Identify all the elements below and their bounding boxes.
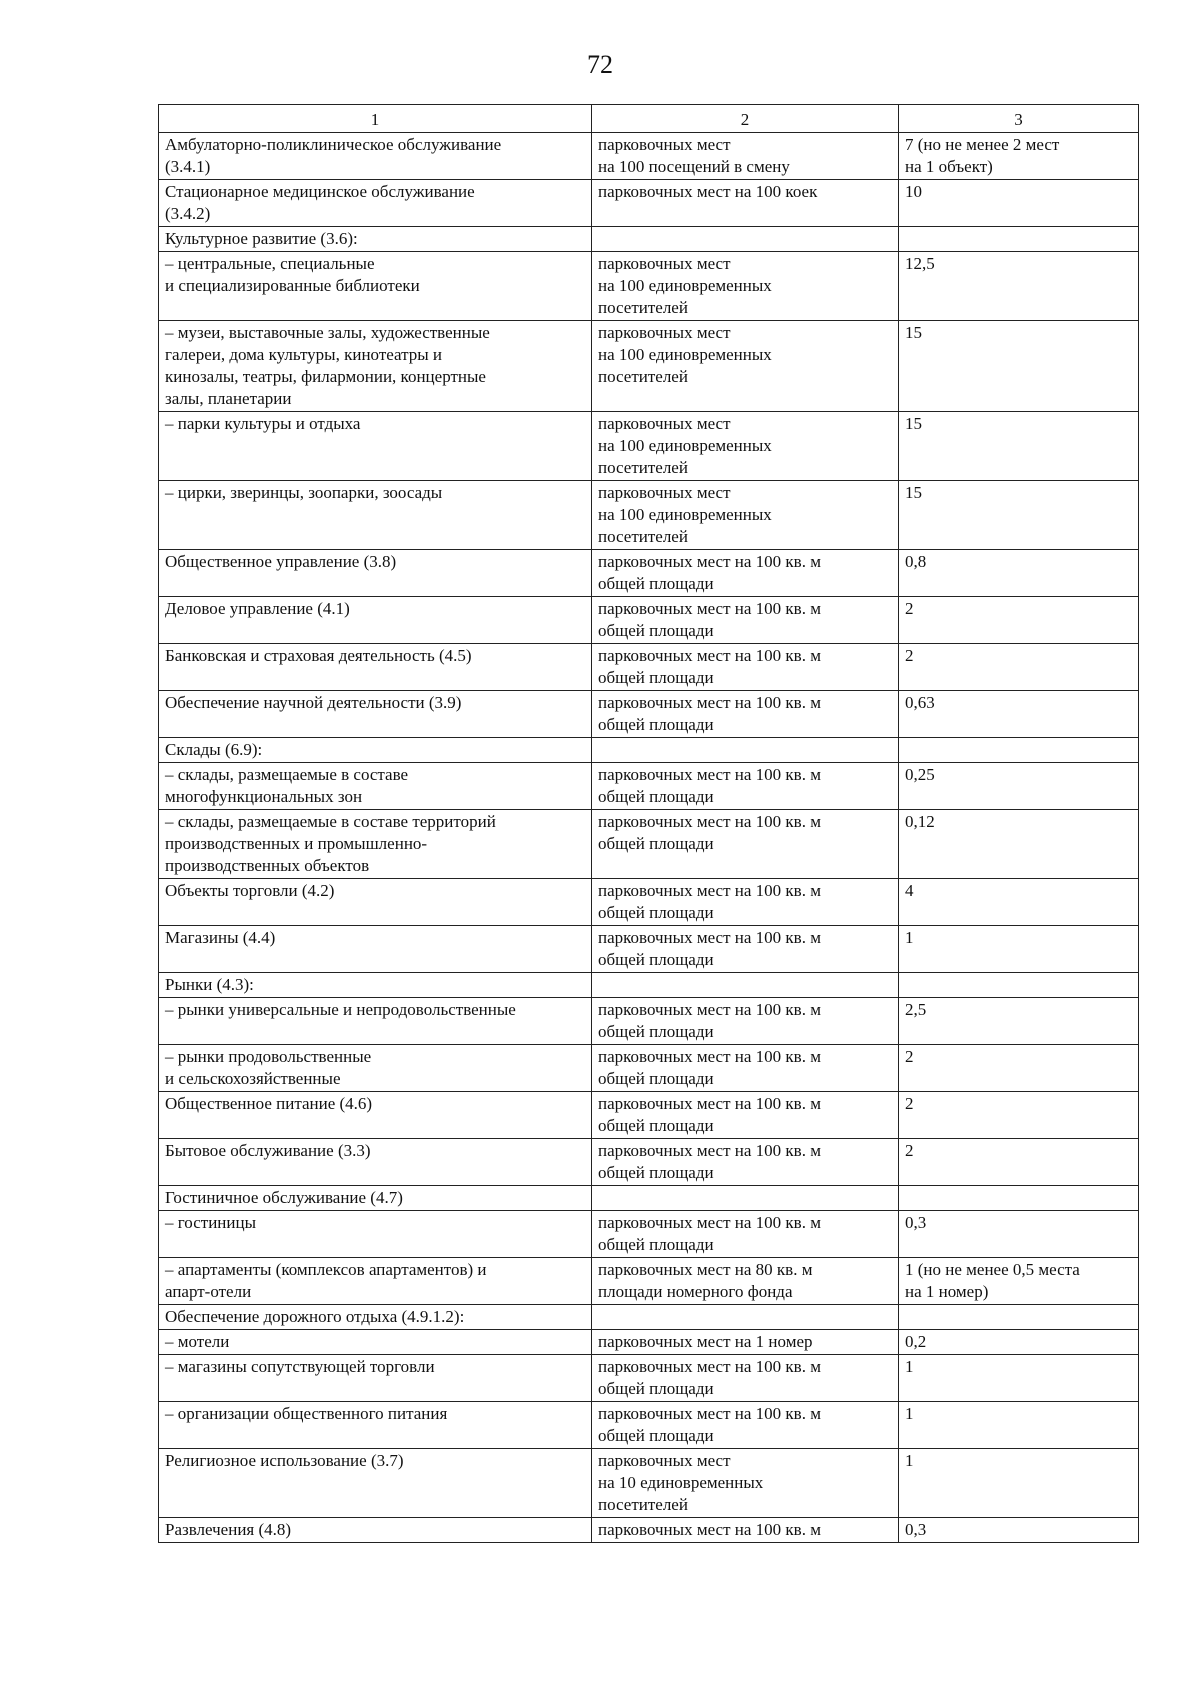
norm-value-cell: 2 [899,1045,1139,1092]
norm-value-cell: 0,8 [899,550,1139,597]
table-row [159,1402,1139,1449]
use-type-cell: Банковская и страховая деятельность (4.5) [159,644,592,691]
use-type-cell: – гостиницы [159,1211,592,1258]
unit-cell: парковочных мест на 100 кв. м общей площади [592,1045,899,1092]
unit-cell: парковочных мест на 100 кв. м общей площади [592,1092,899,1139]
use-type-cell: Культурное развитие (3.6): [159,227,592,252]
unit-cell [592,1186,899,1211]
table-row [159,227,1139,252]
norm-value-cell: 0,3 [899,1211,1139,1258]
table-row [159,644,1139,691]
norm-value-cell: 1 [899,1449,1139,1518]
norm-value-cell: 4 [899,879,1139,926]
table-row [159,252,1139,321]
unit-cell: парковочных мест на 100 кв. м общей площади [592,644,899,691]
use-type-cell: Рынки (4.3): [159,973,592,998]
use-type-cell: – рынки универсальные и непродовольственные [159,998,592,1045]
use-type-cell: Объекты торговли (4.2) [159,879,592,926]
use-type-cell: Деловое управление (4.1) [159,597,592,644]
norm-value-cell: 0,2 [899,1330,1139,1355]
unit-cell [592,738,899,763]
table-row [159,879,1139,926]
norm-value-cell: 2 [899,597,1139,644]
use-type-cell: – склады, размещаемые в составе территорий производственных и промышленно- производственных объектов [159,810,592,879]
unit-cell: парковочных мест на 100 кв. м общей площади [592,1139,899,1186]
norm-value-cell: 2,5 [899,998,1139,1045]
table-row [159,1211,1139,1258]
table-row [159,1355,1139,1402]
header-cell-2: 2 [592,105,899,133]
unit-cell: парковочных мест на 80 кв. м площади номерного фонда [592,1258,899,1305]
use-type-cell: Общественное питание (4.6) [159,1092,592,1139]
use-type-cell: Стационарное медицинское обслуживание (3.4.2) [159,180,592,227]
unit-cell: парковочных мест на 100 кв. м общей площади [592,550,899,597]
norm-value-cell [899,973,1139,998]
use-type-cell: – склады, размещаемые в составе многофункциональных зон [159,763,592,810]
use-type-cell: Обеспечение дорожного отдыха (4.9.1.2): [159,1305,592,1330]
use-type-cell: Склады (6.9): [159,738,592,763]
norm-value-cell: 10 [899,180,1139,227]
use-type-cell: – рынки продовольственные и сельскохозяйственные [159,1045,592,1092]
norm-value-cell: 1 (но не менее 0,5 места на 1 номер) [899,1258,1139,1305]
norm-value-cell: 2 [899,1092,1139,1139]
table-row [159,550,1139,597]
norm-value-cell [899,738,1139,763]
unit-cell [592,227,899,252]
norm-value-cell: 1 [899,926,1139,973]
table-row [159,1518,1139,1543]
unit-cell: парковочных мест на 100 кв. м общей площади [592,691,899,738]
norm-value-cell: 1 [899,1355,1139,1402]
table-row [159,738,1139,763]
norm-value-cell: 15 [899,412,1139,481]
table-row [159,180,1139,227]
use-type-cell: Бытовое обслуживание (3.3) [159,1139,592,1186]
table-row [159,1330,1139,1355]
table-row [159,1045,1139,1092]
unit-cell: парковочных мест на 100 единовременных посетителей [592,481,899,550]
unit-cell: парковочных мест на 100 кв. м общей площади [592,1211,899,1258]
unit-cell: парковочных мест на 100 единовременных посетителей [592,321,899,412]
table-row [159,1258,1139,1305]
unit-cell: парковочных мест на 10 единовременных посетителей [592,1449,899,1518]
table-row [159,763,1139,810]
table-row [159,412,1139,481]
table-row [159,1092,1139,1139]
unit-cell: парковочных мест на 100 посещений в смену [592,133,899,180]
use-type-cell: Обеспечение научной деятельности (3.9) [159,691,592,738]
unit-cell: парковочных мест на 100 кв. м общей площади [592,597,899,644]
norm-value-cell [899,227,1139,252]
table-row [159,133,1139,180]
norm-value-cell: 0,3 [899,1518,1139,1543]
norm-value-cell: 15 [899,481,1139,550]
norm-value-cell: 7 (но не менее 2 мест на 1 объект) [899,133,1139,180]
norm-value-cell: 15 [899,321,1139,412]
table-row [159,810,1139,879]
table-header-row [159,105,1139,133]
unit-cell: парковочных мест на 100 кв. м общей площади [592,926,899,973]
unit-cell: парковочных мест на 100 кв. м общей площади [592,763,899,810]
norm-value-cell: 12,5 [899,252,1139,321]
unit-cell: парковочных мест на 100 кв. м общей площади [592,810,899,879]
use-type-cell: Религиозное использование (3.7) [159,1449,592,1518]
table-row [159,973,1139,998]
table-row [159,998,1139,1045]
table-row [159,1449,1139,1518]
norm-value-cell: 0,63 [899,691,1139,738]
parking-norms-table [158,104,1139,1543]
unit-cell: парковочных мест на 100 кв. м общей площади [592,879,899,926]
unit-cell: парковочных мест на 100 кв. м общей площади [592,1355,899,1402]
norm-value-cell: 2 [899,644,1139,691]
use-type-cell: – музеи, выставочные залы, художественные галереи, дома культуры, кинотеатры и кинозалы, театры, филармонии, концертные залы, планетарии [159,321,592,412]
use-type-cell: – парки культуры и отдыха [159,412,592,481]
unit-cell: парковочных мест на 100 единовременных посетителей [592,412,899,481]
table-row [159,1139,1139,1186]
unit-cell [592,1305,899,1330]
use-type-cell: Общественное управление (3.8) [159,550,592,597]
norm-value-cell [899,1305,1139,1330]
norm-value-cell: 0,25 [899,763,1139,810]
use-type-cell: Амбулаторно-поликлиническое обслуживание (3.4.1) [159,133,592,180]
table-row [159,691,1139,738]
header-cell-1: 1 [159,105,592,133]
norm-value-cell: 1 [899,1402,1139,1449]
norm-value-cell: 2 [899,1139,1139,1186]
use-type-cell: Магазины (4.4) [159,926,592,973]
norm-value-cell [899,1186,1139,1211]
table-row [159,1186,1139,1211]
use-type-cell: Развлечения (4.8) [159,1518,592,1543]
table-row [159,321,1139,412]
use-type-cell: – апартаменты (комплексов апартаментов) и апарт-отели [159,1258,592,1305]
unit-cell: парковочных мест на 100 коек [592,180,899,227]
unit-cell: парковочных мест на 100 кв. м общей площади [592,1402,899,1449]
table-row [159,1305,1139,1330]
table-row [159,597,1139,644]
use-type-cell: – магазины сопутствующей торговли [159,1355,592,1402]
use-type-cell: – цирки, зверинцы, зоопарки, зоосады [159,481,592,550]
unit-cell: парковочных мест на 1 номер [592,1330,899,1355]
use-type-cell: Гостиничное обслуживание (4.7) [159,1186,592,1211]
use-type-cell: – центральные, специальные и специализированные библиотеки [159,252,592,321]
table-body [159,133,1139,1543]
unit-cell: парковочных мест на 100 кв. м [592,1518,899,1543]
use-type-cell: – мотели [159,1330,592,1355]
unit-cell [592,973,899,998]
unit-cell: парковочных мест на 100 кв. м общей площади [592,998,899,1045]
unit-cell: парковочных мест на 100 единовременных посетителей [592,252,899,321]
use-type-cell: – организации общественного питания [159,1402,592,1449]
table-row [159,481,1139,550]
page-number: 72 [587,50,613,79]
norm-value-cell: 0,12 [899,810,1139,879]
header-cell-3: 3 [899,105,1139,133]
table-row [159,926,1139,973]
